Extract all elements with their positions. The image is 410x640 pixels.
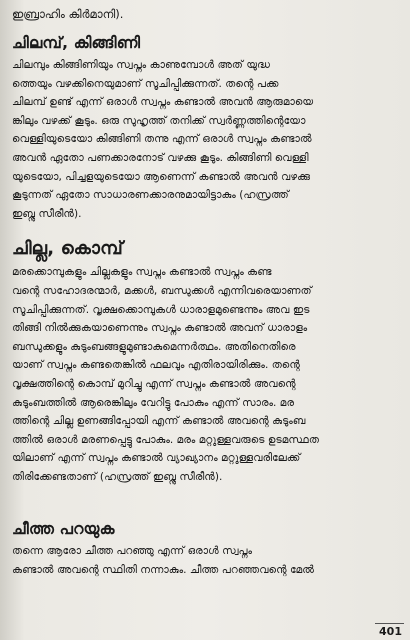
section-heading: ചിലമ്പ്, കിങ്ങിണി [12,34,141,52]
section-paragraph [12,542,400,579]
section-heading: ചീത്ത പറയുക [12,520,115,539]
text-line: വെള്ളിയുടെയോ കിങ്ങിണി തന്നു എന്ന് ഒരാൾ സ്വപ്നം കണ്ടാൽ [12,133,312,146]
text-line: വന്റെ സഹോദരന്മാർ, മക്കൾ, ബന്ധുക്കൾ എന്നിവരെയാണത് [12,284,312,297]
text-line: ഇബ്നു സീരീൻ). [12,207,82,220]
section-cheetha-parayuka [12,518,400,579]
text-line: സൂചിപ്പിക്കുന്നത്. വൃക്ഷക്കൊമ്പുകൾ ധാരാളമുണ്ടെന്നും അവ ഇട [12,303,310,316]
text-line: ബന്ധുക്കളും കുടുംബങ്ങളുമുണ്ടാകുമെന്നർത്ഥം. അതിനെതിരെ [12,340,296,353]
text-line: കണ്ടാൽ അവന്റെ സ്ഥിതി നന്നാകും. ചീത്ത പറഞ്ഞവന്റെ മേൽ [12,564,315,577]
text-line: ത്തെയും വഴക്കിനെയുമാണ് സൂചിപ്പിക്കുന്നത്. തന്റെ പക്ക [12,77,279,90]
text-line: തന്നെ ആരോ ചീത്ത പറഞ്ഞു എന്ന് ഒരാൾ സ്വപ്നം [12,545,253,558]
text-line: അവൻ ഏതോ പണക്കാരനോട് വഴക്കു കൂടും. കിങ്ങിണി വെള്ളി [12,151,309,164]
text-line: യാണ് സ്വപ്നം കണ്ടതെങ്കിൽ ഫലവും എതിരായിരിക്കും. തന്റെ [12,359,300,372]
text-line: ങ്കിലും വഴക്ക് കൂടും. ഒരു സുഹൃത്ത് തനിക്ക് സ്വർണ്ണത്തിന്റെയോ [12,114,306,127]
text-line: ത്തിന്റെ ചില്ല ഉണങ്ങിപ്പോയി എന്ന് കണ്ടാൽ അവന്റെ കുടുംബ [12,415,306,428]
text-line: ത്തിൽ ഒരാൾ മരണപ്പെട്ടു പോകും. മരം മറ്റുള്ളവരുടെ ഉടമസ്ഥത [12,433,319,446]
text-line: കുടുംബത്തിൽ ആരെങ്കിലും വേറിട്ടു പോകും എന്ന് സാരം. മര [12,396,295,409]
section-paragraph [12,56,400,223]
continued-line: ഇബ്രാഹിം കിർമാനി). [12,7,124,21]
text-line: ചിലമ്പ് ഉണ്ട് എന്ന് ഒരാൾ സ്വപ്നം കണ്ടാൽ അവൻ ആരുമായെ [12,96,314,109]
text-line: യുടെയോ, പിച്ചളയുടെയോ ആണെന്ന് കണ്ടാൽ അവൻ വഴക്കു [12,170,311,183]
text-line: വൃക്ഷത്തിന്റെ കൊമ്പ് മുറിച്ചു എന്ന് സ്വപ്നം കണ്ടാൽ അവന്റെ [12,377,296,390]
section-heading: ചില്ല, കൊമ്പ് [12,238,123,260]
text-line: ചിലമ്പും കിങ്ങിണിയും സ്വപ്നം കാണുമ്പോൾ അത് യുദ്ധ [12,59,271,71]
section-paragraph [12,263,400,486]
text-line: കൂടുന്നത് ഏതോ സാധാരണക്കാരനുമായിട്ടാകും (ഹസ്രത്ത് [12,189,289,202]
text-line: മരക്കൊമ്പുകളും ചില്ലകളും സ്വപ്നം കണ്ടാൽ സ്വപ്നം കണ്ട [12,266,272,279]
text-line: യിലാണ് എന്ന് സ്വപ്നം കണ്ടാൽ വ്യാഖ്യാനം മറ്റുള്ളവരിലേക്ക് [12,452,301,465]
text-line: തിരിക്കേണ്ടതാണ് (ഹസ്രത്ത് ഇബ്നു സീരീൻ). [12,470,223,483]
text-line: തിങ്ങി നിൽക്കുകയാണെന്നും സ്വപ്നം കണ്ടാൽ അവന് ധാരാളം [12,322,308,335]
page-number: 401 [375,623,404,638]
section-chilambu [12,32,400,223]
section-chilla [12,237,400,486]
